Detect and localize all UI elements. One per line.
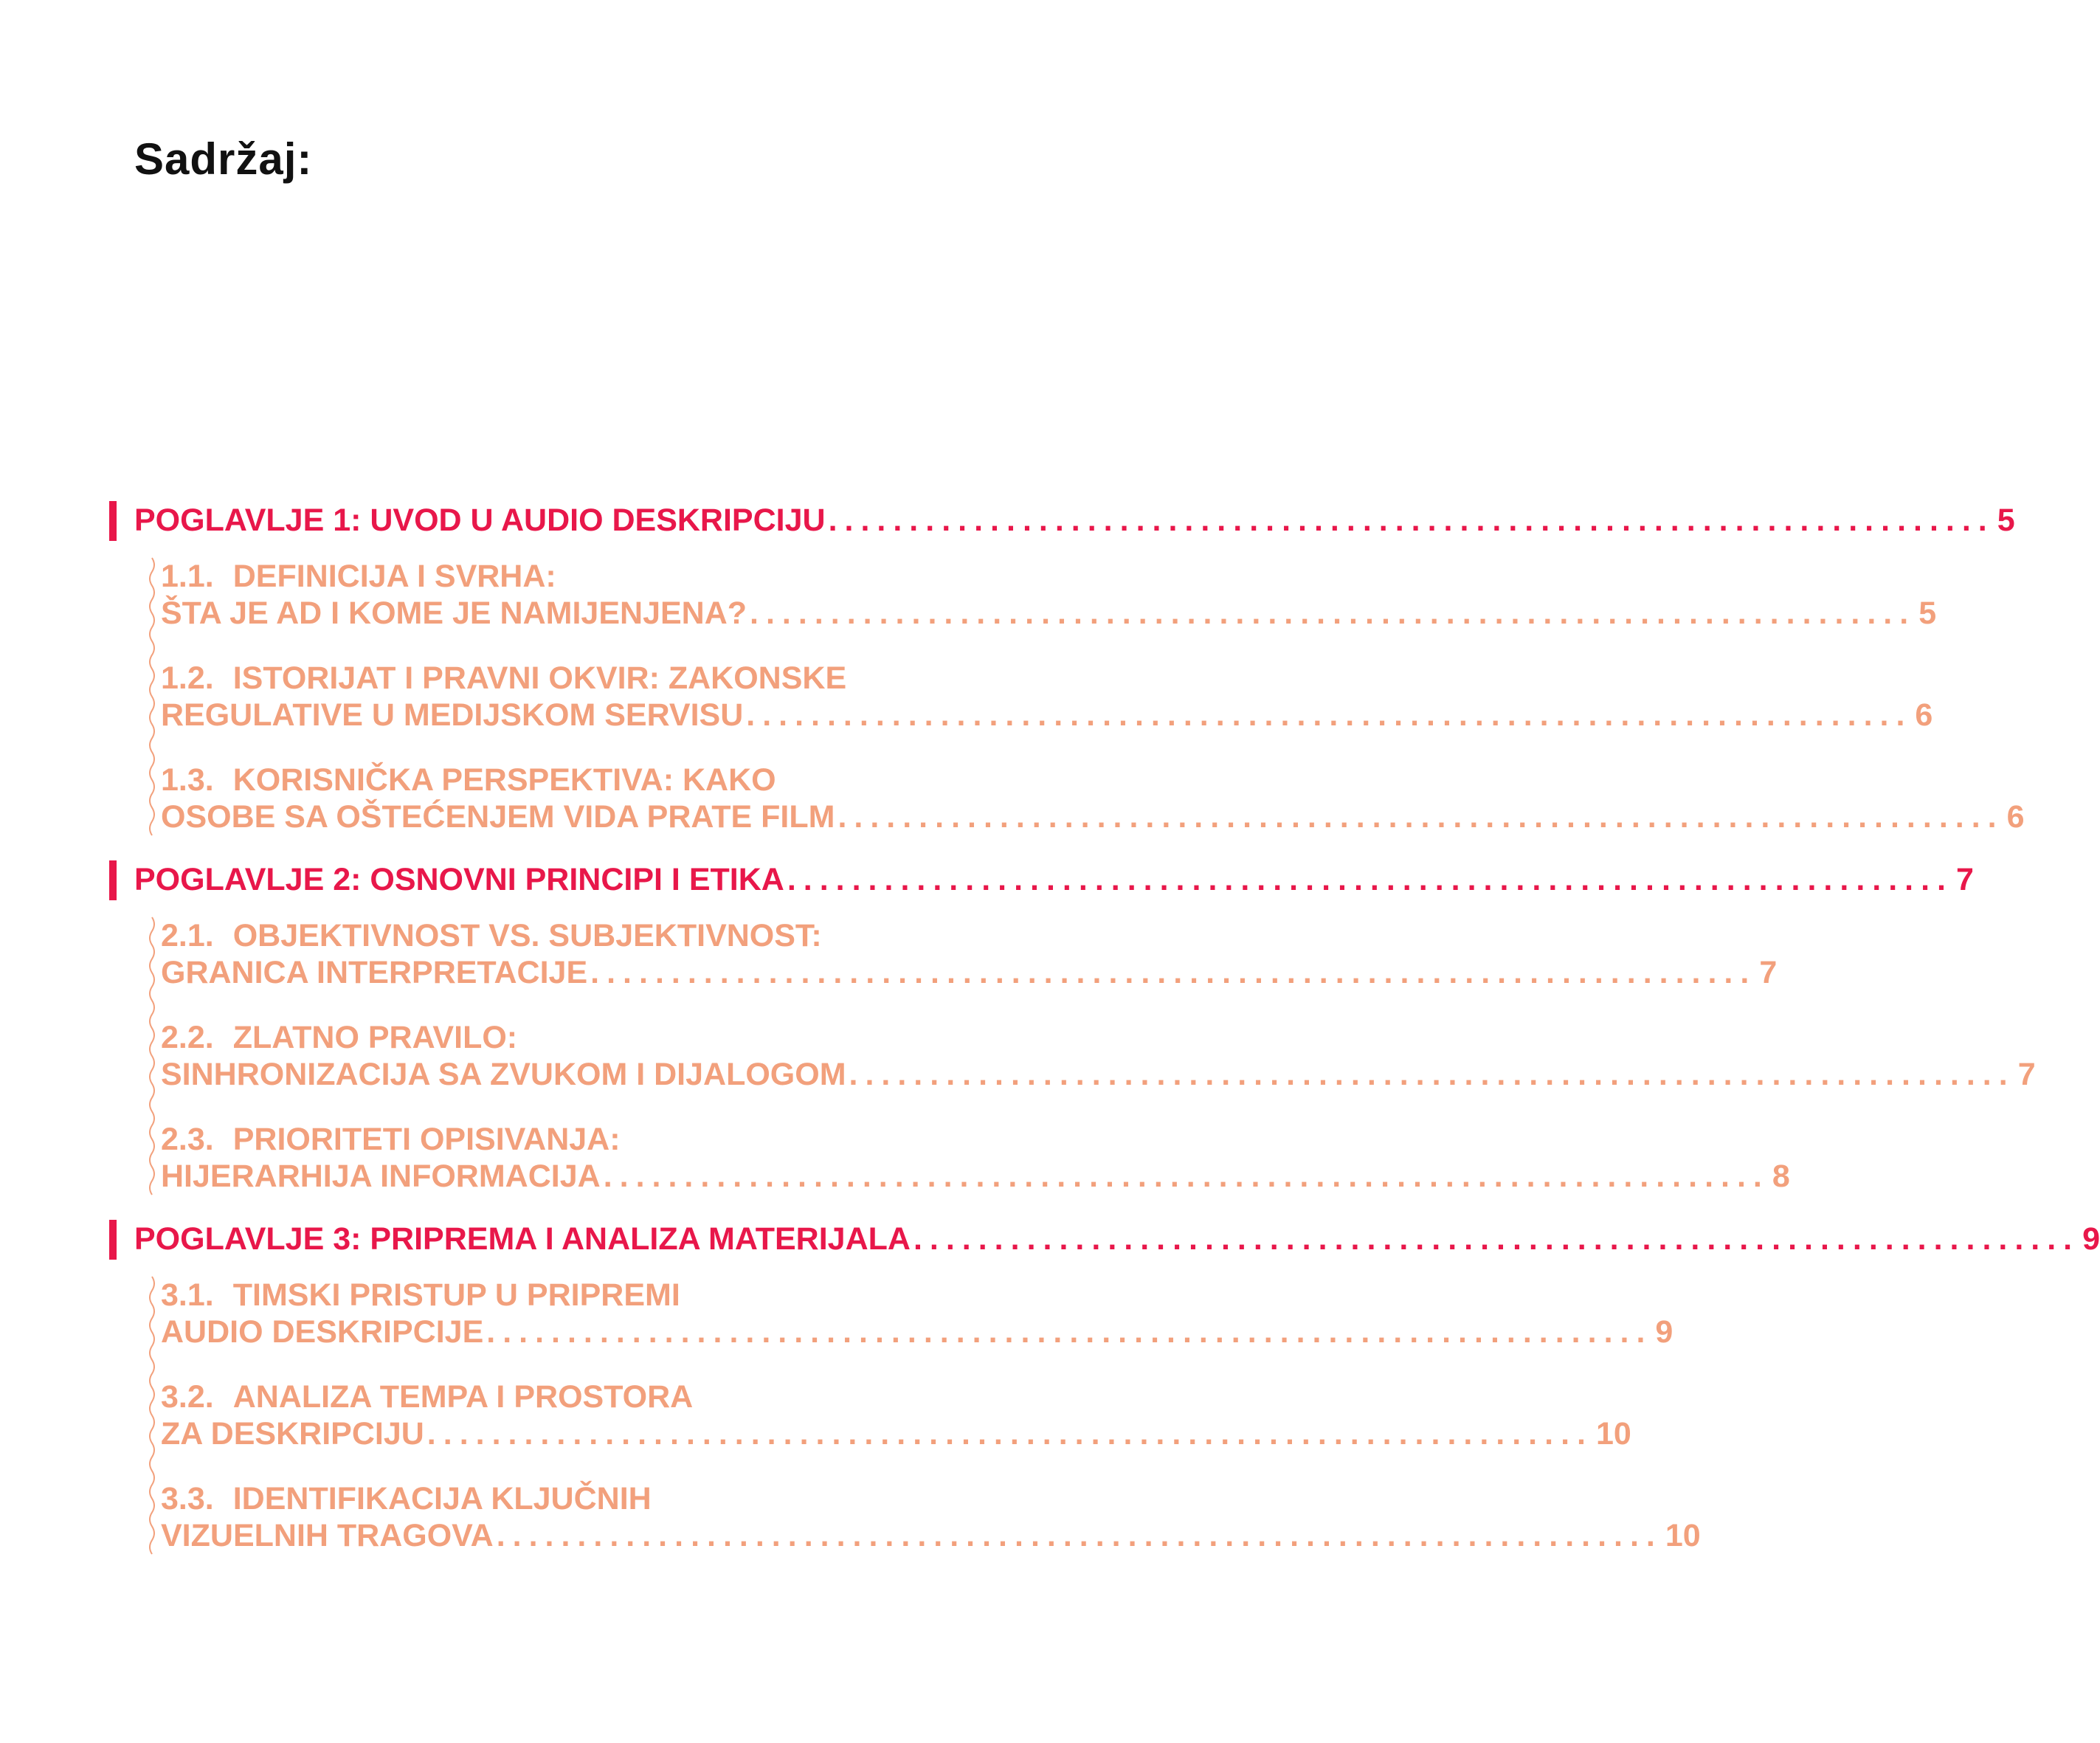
section-title-line2: ŠTA JE AD I KOME JE NAMIJENJENA? xyxy=(161,596,747,631)
section-title-line2: AUDIO DESKRIPCIJE xyxy=(161,1314,484,1350)
section-title-line2: ZA DESKRIPCIJU xyxy=(161,1416,424,1452)
chapter-title: POGLAVLJE 1: UVOD U AUDIO DESKRIPCIJU xyxy=(134,503,826,538)
chapter-3-sections xyxy=(146,1277,1701,1554)
section-number: 2.2. xyxy=(161,1020,214,1055)
dot-leader: ........................................................................ xyxy=(496,1518,1662,1553)
toc-section-2-1[interactable] xyxy=(161,917,1778,991)
section-title-line1: ZLATNO PRAVILO: xyxy=(232,1020,518,1055)
dot-leader: ........................................................................ xyxy=(426,1416,1593,1452)
page-number: 7 xyxy=(2017,1057,2036,1092)
page-number: 6 xyxy=(1915,697,1933,733)
dot-leader: ........................................................................ xyxy=(913,1221,2080,1257)
dot-leader: ........................................................................ xyxy=(486,1314,1653,1350)
section-title-line1: ANALIZA TEMPA I PROSTORA xyxy=(232,1379,694,1415)
page-number: 10 xyxy=(1595,1416,1631,1452)
table-of-contents xyxy=(109,500,2100,1578)
section-title-line1: ISTORIJAT I PRAVNI OKVIR: ZAKONSKE xyxy=(232,660,847,696)
toc-section-3-1[interactable] xyxy=(161,1277,1674,1350)
dot-leader: ........................................................................ xyxy=(787,862,1953,897)
section-title-line2: GRANICA INTERPRETACIJE xyxy=(161,955,588,990)
toc-section-2-2[interactable] xyxy=(161,1019,2036,1093)
section-number: 2.1. xyxy=(161,918,214,953)
chapter-title: POGLAVLJE 2: OSNOVNI PRINCIPI I ETIKA xyxy=(134,862,784,897)
section-title-line1: TIMSKI PRISTUP U PRIPREMI xyxy=(232,1277,680,1313)
section-title-line2: VIZUELNIH TRAGOVA xyxy=(161,1518,494,1553)
section-number: 1.2. xyxy=(161,660,214,696)
wavy-bracket-icon xyxy=(146,558,158,835)
page-title: Sadržaj: xyxy=(134,134,313,184)
page-number: 6 xyxy=(2006,799,2025,835)
chapter-2-sections xyxy=(146,917,2036,1195)
section-title-line2: OSOBE SA OŠTEĆENJEM VIDA PRATE FILM xyxy=(161,799,835,835)
chapter-1-sections xyxy=(146,558,2025,835)
toc-section-1-1[interactable] xyxy=(161,558,1937,632)
section-number: 2.3. xyxy=(161,1122,214,1157)
page-number: 8 xyxy=(1772,1159,1790,1194)
page-number: 9 xyxy=(2082,1221,2100,1257)
dot-leader: ........................................................................ xyxy=(837,799,2004,835)
page-number: 10 xyxy=(1665,1518,1701,1553)
page-number: 5 xyxy=(1918,596,1937,631)
page-number: 7 xyxy=(1956,862,1974,897)
dot-leader: ........................................................................ xyxy=(603,1159,1769,1194)
section-title-line2: SINHRONIZACIJA SA ZVUKOM I DIJALOGOM xyxy=(161,1057,846,1092)
toc-chapter-3[interactable] xyxy=(109,1219,2100,1259)
section-title-line2: HIJERARHIJA INFORMACIJA xyxy=(161,1159,601,1194)
section-number: 1.1. xyxy=(161,559,214,594)
dot-leader: ........................................................................ xyxy=(849,1057,2015,1092)
toc-section-3-2[interactable] xyxy=(161,1378,1631,1452)
section-number: 3.2. xyxy=(161,1379,214,1415)
section-number: 3.3. xyxy=(161,1481,214,1516)
dot-leader: ........................................................................ xyxy=(746,697,1913,733)
page-number: 9 xyxy=(1655,1314,1674,1350)
section-title-line1: DEFINICIJA I SVRHA: xyxy=(232,559,556,594)
page-number: 5 xyxy=(1997,503,2015,538)
toc-section-3-3[interactable] xyxy=(161,1480,1701,1554)
section-title-line1: KORISNIČKA PERSPEKTIVA: KAKO xyxy=(232,762,776,798)
chapter-title: POGLAVLJE 3: PRIPREMA I ANALIZA MATERIJALA xyxy=(134,1221,911,1257)
section-number: 1.3. xyxy=(161,762,214,798)
section-number: 3.1. xyxy=(161,1277,214,1313)
toc-section-2-3[interactable] xyxy=(161,1121,1790,1195)
dot-leader: ........................................................................ xyxy=(828,503,1994,538)
toc-chapter-1[interactable] xyxy=(109,500,2015,540)
toc-chapter-2[interactable] xyxy=(109,860,1974,900)
toc-section-1-3[interactable] xyxy=(161,762,2025,835)
dot-leader: ........................................................................ xyxy=(750,596,1916,631)
section-title-line1: IDENTIFIKACIJA KLJUČNIH xyxy=(232,1481,652,1516)
section-title-line1: PRIORITETI OPISIVANJA: xyxy=(232,1122,621,1157)
page-number: 7 xyxy=(1759,955,1778,990)
toc-section-1-2[interactable] xyxy=(161,660,1933,734)
section-title-line2: REGULATIVE U MEDIJSKOM SERVISU xyxy=(161,697,744,733)
wavy-bracket-icon xyxy=(146,917,158,1195)
section-title-line1: OBJEKTIVNOST VS. SUBJEKTIVNOST: xyxy=(232,918,822,953)
dot-leader: ........................................................................ xyxy=(590,955,1757,990)
wavy-bracket-icon xyxy=(146,1277,158,1554)
